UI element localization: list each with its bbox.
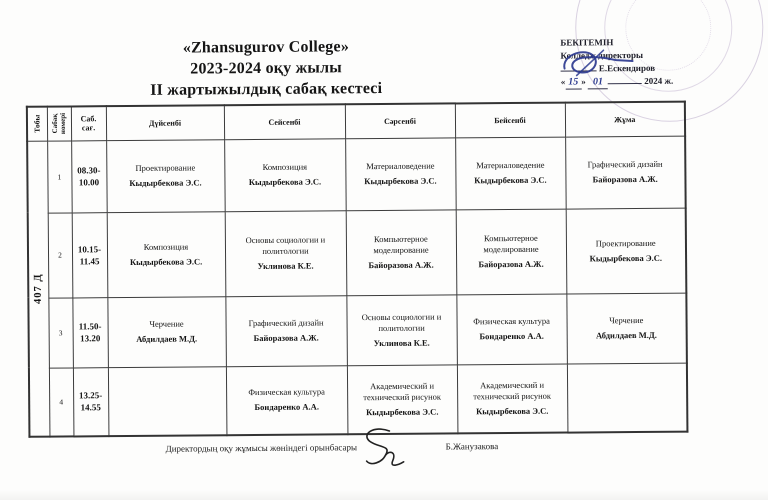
subject-name: Физическая культура: [473, 315, 550, 327]
subject-name: Материаловедение: [366, 160, 435, 172]
subject-name: Черчение: [609, 314, 644, 326]
teacher-name: Кыдырбекова Э.С.: [476, 405, 549, 417]
time-end: 10.00: [78, 177, 100, 188]
teacher-name: Кыдырбекова Э.С.: [366, 406, 439, 417]
teacher-name: Бондаренко А.А.: [254, 401, 319, 413]
subject-name: Академический и технический рисунок: [473, 379, 552, 402]
lesson-cell-wednesday: [346, 209, 457, 295]
header-lesson-number: Сабақ номері: [47, 106, 71, 140]
lesson-cell-friday: [566, 293, 687, 364]
lesson-cell-monday: [106, 139, 225, 212]
quote-open: «: [560, 76, 566, 87]
teacher-name: Байоразова А.Ж.: [592, 173, 658, 185]
schedule-row: [27, 136, 686, 213]
lesson-cell-thursday: [455, 137, 566, 210]
approval-role: Колледж директоры: [560, 49, 644, 61]
handwritten-day: 15: [568, 76, 579, 88]
subject-name: Композиция: [143, 241, 189, 252]
teacher-name: Абдилдаев М.Д.: [136, 333, 198, 344]
time-start: 13.25-: [78, 390, 103, 401]
subject-name: Графический дизайн: [248, 317, 324, 329]
teacher-name: Уклинова К.Е.: [257, 260, 314, 271]
teacher-name: Кыдырбекова Э.С.: [248, 176, 322, 188]
time-end: 13.20: [80, 333, 101, 344]
subject-name: Физическая культура: [248, 386, 325, 398]
subject-name: Академический и технический рисунок: [363, 380, 442, 402]
lesson-number: 4: [49, 367, 74, 436]
title-line-college: «Zhansugurov College»: [182, 38, 350, 57]
time-start: 10.15-: [77, 243, 102, 254]
document-title: [108, 36, 423, 101]
teacher-name: Бондаренко А.А.: [479, 330, 544, 342]
approval-word: БЕКІТЕМІН: [560, 37, 614, 48]
subject-name: Основы социологии и политологии: [245, 234, 326, 256]
subject-name: [110, 399, 225, 400]
lesson-cell-wednesday: [347, 364, 458, 434]
teacher-name: Кыдырбекова Э.С.: [474, 174, 547, 186]
teacher-name: Уклинова К.Е.: [373, 337, 430, 348]
teacher-name: Кыдырбекова Э.С.: [589, 252, 663, 263]
teacher-name: Байоразова А.Ж.: [253, 332, 319, 344]
lesson-time: [73, 367, 109, 436]
subject-name: Компьютерное моделирование: [483, 232, 539, 255]
scan-artifact-shade: [0, 490, 768, 500]
lesson-number: 3: [48, 297, 73, 367]
date-underline: [608, 76, 642, 84]
teacher-name: Байоразова А.Ж.: [478, 258, 544, 270]
approval-signer-name: Е.Ескендиров: [598, 62, 656, 74]
subject-name: Материаловедение: [476, 159, 545, 171]
subject-name: Компьютерное моделирование: [373, 233, 429, 256]
lesson-cell-tuesday: [225, 210, 347, 296]
lesson-cell-friday: [567, 363, 688, 433]
header-friday: Жұма: [565, 102, 685, 137]
lesson-cell-tuesday: [226, 365, 348, 435]
time-start: 11.50-: [78, 321, 102, 332]
teacher-name: Кыдырбекова Э.С.: [129, 177, 202, 188]
subject-name: Черчение: [149, 318, 184, 329]
header-wednesday: Сәрсенбі: [345, 103, 455, 138]
time-end: 11.45: [79, 255, 100, 266]
lesson-cell-friday: [565, 136, 686, 209]
header-row: [27, 102, 685, 141]
lesson-time: [72, 297, 108, 367]
title-line-semester: II жартыжылдық сабақ кестесі: [150, 80, 383, 99]
lesson-cell-thursday: [456, 209, 567, 295]
subject-name: Проектирование: [135, 162, 196, 173]
footer-deputy-title: Директордың оқу жұмысы жөніндегі орынбасары: [165, 442, 358, 454]
lesson-number: 2: [48, 212, 73, 297]
subject-name: Композиция: [262, 161, 308, 172]
subject-name: Проектирование: [595, 237, 656, 248]
lesson-time: [72, 212, 108, 297]
schedule-table: [26, 101, 689, 438]
lesson-cell-tuesday: [224, 138, 346, 211]
subject-name: Основы социологии и политологии: [361, 311, 442, 333]
lesson-cell-tuesday: [225, 295, 347, 366]
approval-year: 2024 ж.: [644, 75, 674, 86]
lesson-number: 1: [47, 140, 72, 212]
lesson-cell-friday: [566, 208, 687, 294]
subject-name: [569, 395, 685, 396]
teacher-name: Кыдырбекова Э.С.: [129, 255, 203, 267]
header-thursday: Бейсенбі: [455, 103, 565, 138]
lesson-cell-wednesday: [345, 137, 456, 210]
handwritten-month: 01: [592, 76, 603, 88]
schedule-row: [28, 208, 687, 298]
subject-name: Графический дизайн: [587, 158, 663, 170]
lesson-time: [71, 140, 107, 212]
footer-deputy-name: Б.Жанузакова: [445, 441, 499, 452]
lesson-cell-thursday: [457, 364, 568, 434]
time-end: 14.55: [80, 402, 101, 413]
time-start: 08.30-: [77, 165, 101, 176]
teacher-name: Абдилдаев М.Д.: [595, 329, 657, 341]
teacher-name: Кыдырбекова Э.С.: [364, 175, 437, 187]
title-line-year: 2023-2024 оқу жылы: [190, 59, 342, 78]
teacher-name: [569, 399, 685, 400]
signature-line: [561, 63, 597, 71]
teacher-name: Байоразова А.Ж.: [368, 259, 434, 271]
schedule-row: [28, 293, 687, 368]
group-label: 407 Д: [32, 273, 45, 304]
teacher-name: [110, 403, 225, 404]
quote-close: »: [581, 76, 586, 87]
header-tuesday: Сейсенбі: [224, 104, 345, 139]
header-group: Тобы: [27, 107, 47, 141]
header-time: Саб. сағ.: [71, 106, 106, 140]
lesson-cell-wednesday: [346, 294, 457, 365]
header-monday: Дүйсенбі: [106, 105, 224, 140]
approval-date-line: [561, 74, 746, 89]
lesson-cell-thursday: [456, 294, 567, 365]
group-cell: [27, 141, 49, 437]
lesson-cell-monday: [108, 366, 227, 436]
lesson-cell-monday: [107, 211, 226, 297]
schedule-row: [29, 363, 688, 437]
approval-block: [560, 35, 745, 89]
lesson-cell-monday: [107, 296, 226, 367]
